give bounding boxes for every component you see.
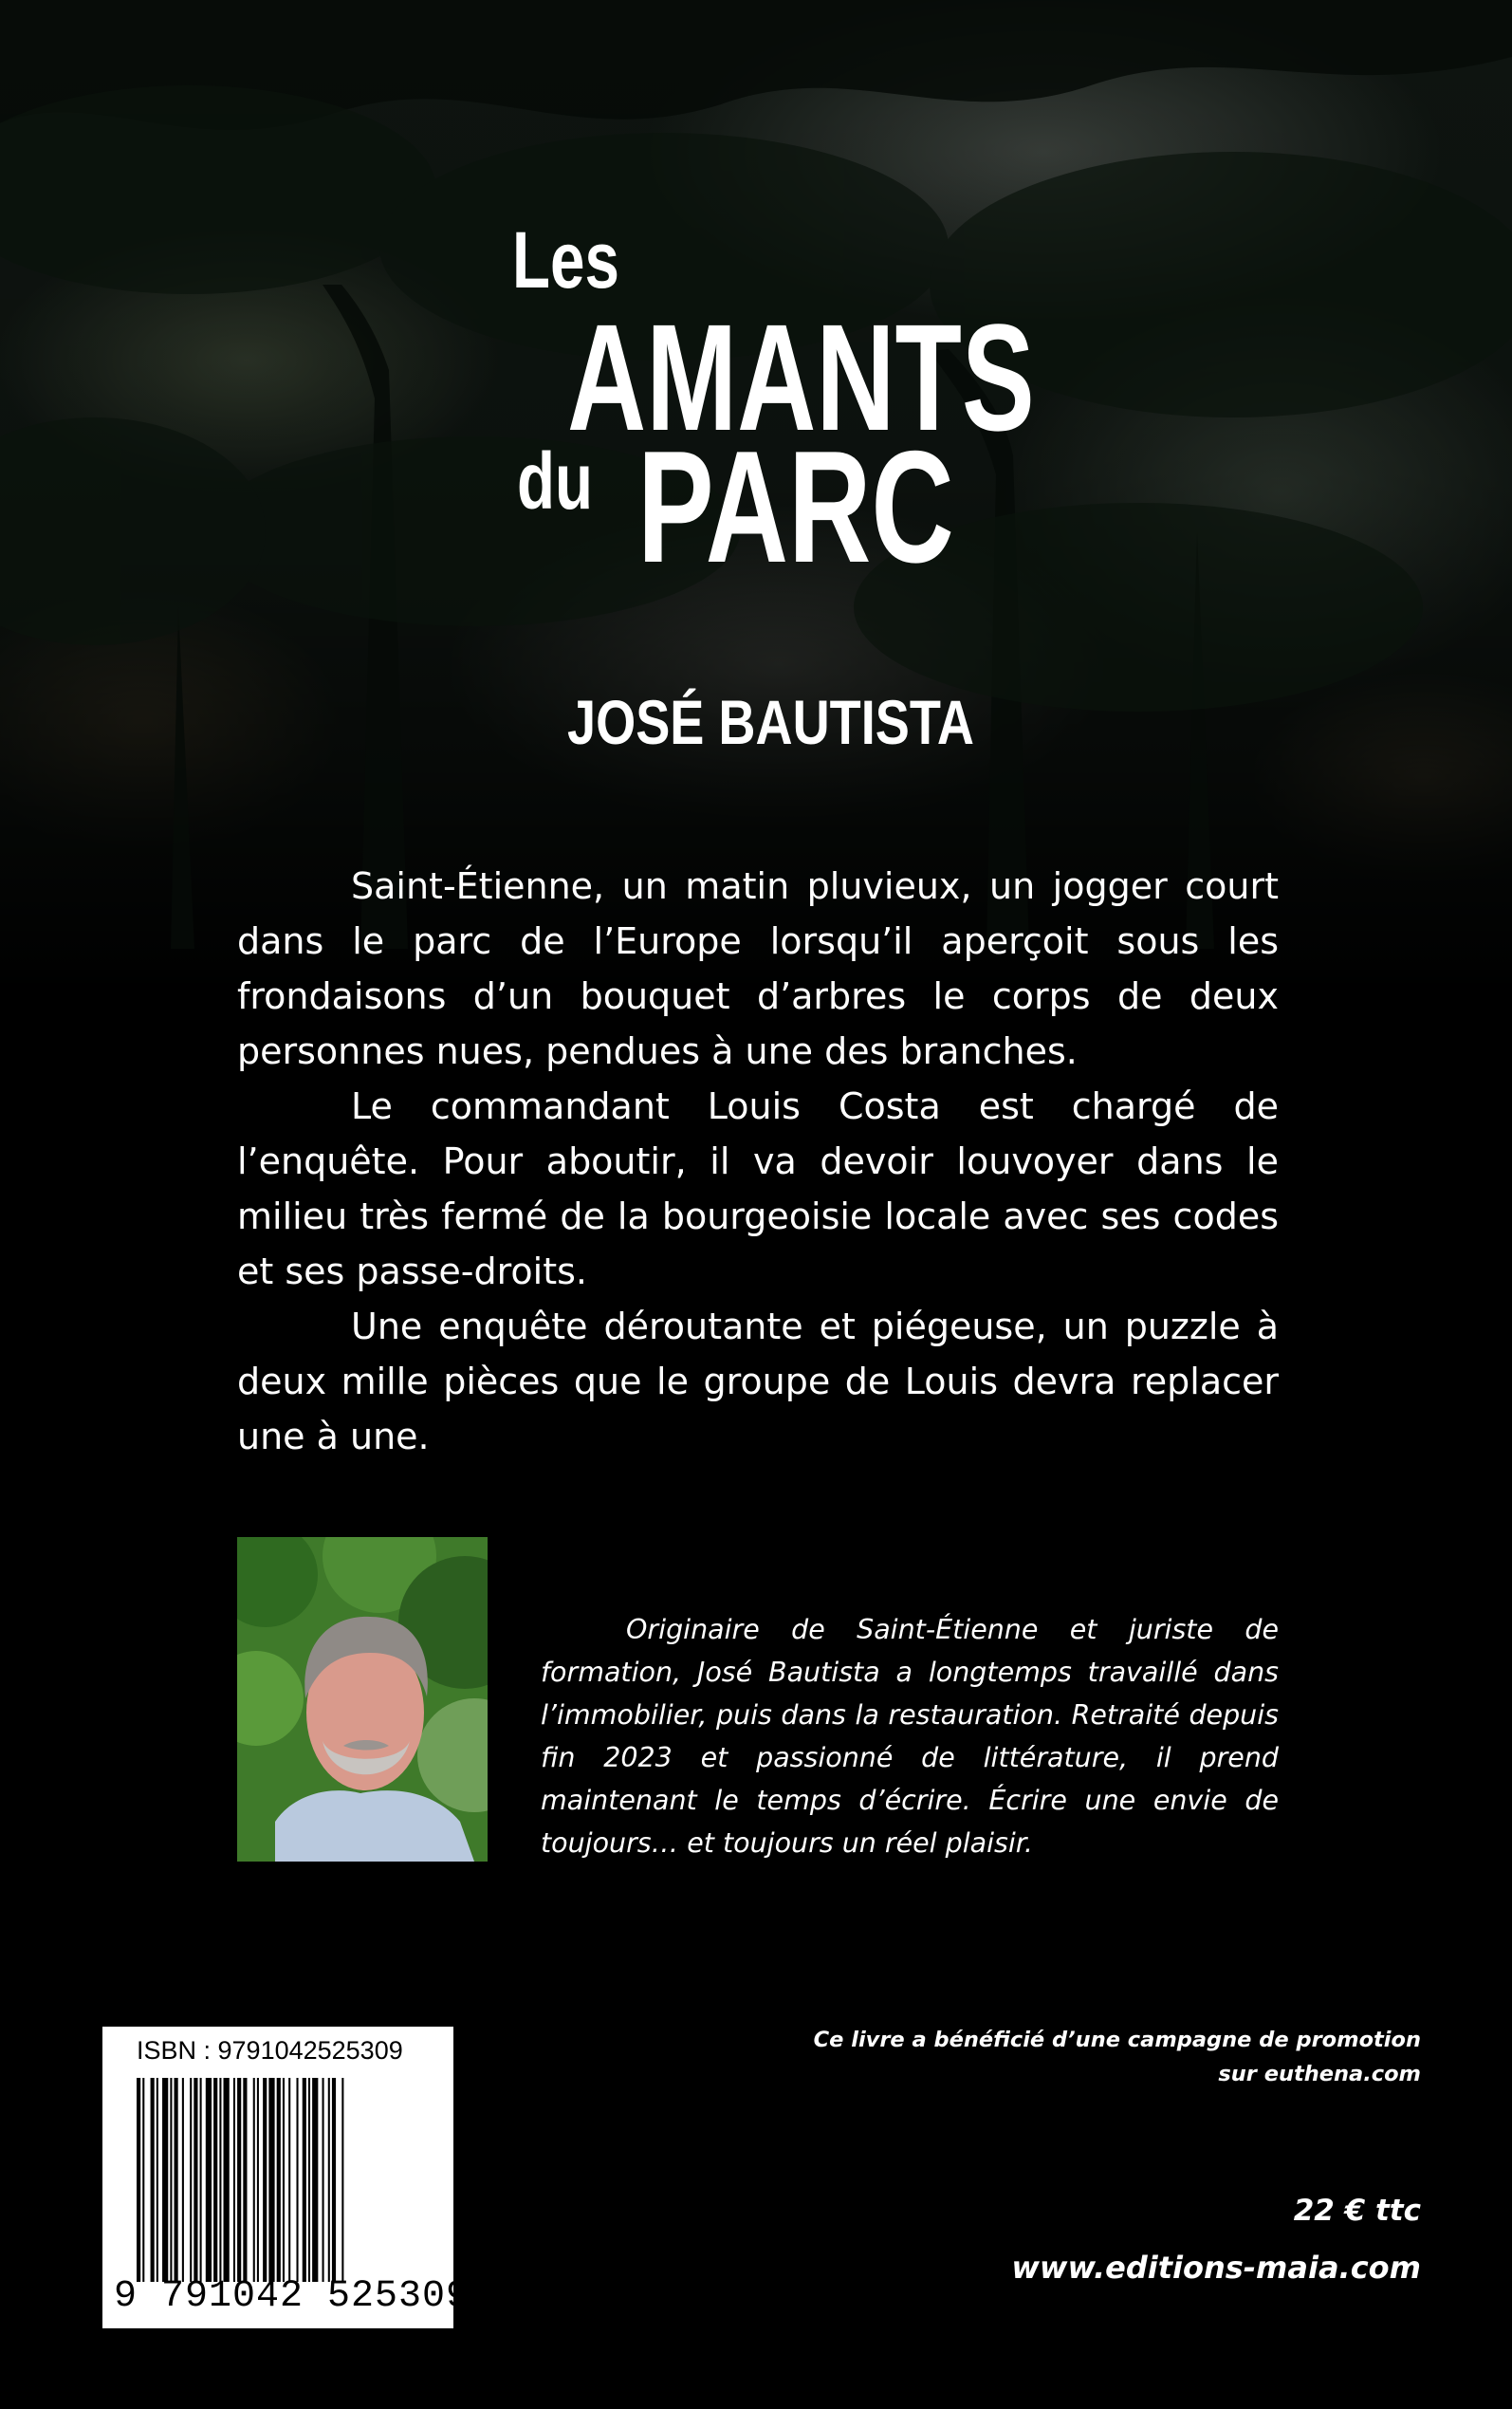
- barcode-bar: [332, 2078, 336, 2282]
- title-word-parc: PARC: [637, 417, 954, 596]
- barcode-bar: [237, 2078, 241, 2282]
- barcode-bar: [233, 2078, 235, 2282]
- barcode-bar: [219, 2078, 221, 2282]
- barcode-bar: [142, 2078, 144, 2282]
- barcode-bar: [328, 2078, 330, 2282]
- barcode-bar: [283, 2078, 285, 2282]
- barcode-bar: [257, 2078, 259, 2282]
- barcode-digits: 9 791042 525309: [114, 2275, 470, 2318]
- barcode-bar: [308, 2078, 310, 2282]
- barcode-bar: [296, 2078, 298, 2282]
- blurb-paragraph: Saint-Étienne, un matin pluvieux, un jogger court dans le parc de l’Europe lorsqu’il aperçoit sous les frondaisons d’un bouquet d’arbres le corps de deux personnes nues, pendues à une des branches.: [237, 865, 1279, 1072]
- title-word-les: Les: [512, 215, 619, 305]
- author-bio: Originaire de Saint-Étienne et juriste de formation, José Bautista a longtemps travaillé dans l’immobilier, puis dans la restauration. Retraité depuis fin 2023 et passionné de littérature, il prend maintenant le temps d’écrire. Écrire une envie de toujours… et toujours un réel plaisir.: [541, 1614, 1279, 1859]
- barcode-bar: [170, 2078, 172, 2282]
- author-photo: [237, 1537, 488, 1862]
- price: 22 € ttc: [1293, 2194, 1421, 2228]
- title-word-amants: AMANTS: [567, 292, 1035, 462]
- barcode-bar: [288, 2078, 290, 2282]
- publisher-website: www.editions-maia.com: [1011, 2250, 1421, 2286]
- barcode-bar: [190, 2078, 192, 2282]
- book-blurb: [237, 859, 1279, 1464]
- barcode-bar: [151, 2078, 155, 2282]
- isbn-label: ISBN : 9791042525309: [137, 2036, 403, 2065]
- blurb-paragraph: Une enquête déroutante et piégeuse, un puzzle à deux mille pièces que le groupe de Louis devra replacer une à une.: [237, 1306, 1279, 1457]
- barcode-bar: [243, 2078, 247, 2282]
- barcode-bar: [263, 2078, 267, 2282]
- promotion-note: [814, 2023, 1421, 2091]
- isbn-barcode: [102, 2027, 470, 2328]
- barcode-bar: [206, 2078, 212, 2282]
- barcode-bar: [341, 2078, 343, 2282]
- barcode-bar: [323, 2078, 324, 2282]
- barcode-bar: [303, 2078, 306, 2282]
- blurb-paragraph: Le commandant Louis Costa est chargé de l’enquête. Pour aboutir, il va devoir louvoyer dans le milieu très fermé de la bourgeoisie locale avec ses codes et ses passe-droits.: [237, 1085, 1279, 1292]
- barcode-bar: [137, 2078, 140, 2282]
- barcode-bar: [268, 2078, 274, 2282]
- title-word-du: du: [517, 436, 594, 526]
- barcode-bar: [224, 2078, 230, 2282]
- barcode-bar: [157, 2078, 158, 2282]
- author-name: JOSÉ BAUTISTA: [567, 687, 975, 757]
- barcode-bar: [200, 2078, 202, 2282]
- barcode-bar: [162, 2078, 168, 2282]
- barcode-bar: [175, 2078, 178, 2282]
- barcode-bar: [194, 2078, 197, 2282]
- promotion-line-2: sur euthena.com: [1218, 2062, 1421, 2086]
- promotion-line-1: Ce livre a bénéficié d’une campagne de promotion: [813, 2028, 1421, 2052]
- barcode-bar: [253, 2078, 255, 2282]
- barcode-bar: [213, 2078, 217, 2282]
- barcode-bars: [137, 2078, 433, 2282]
- barcode-bar: [182, 2078, 184, 2282]
- barcode-bar: [312, 2078, 318, 2282]
- barcode-bar: [277, 2078, 281, 2282]
